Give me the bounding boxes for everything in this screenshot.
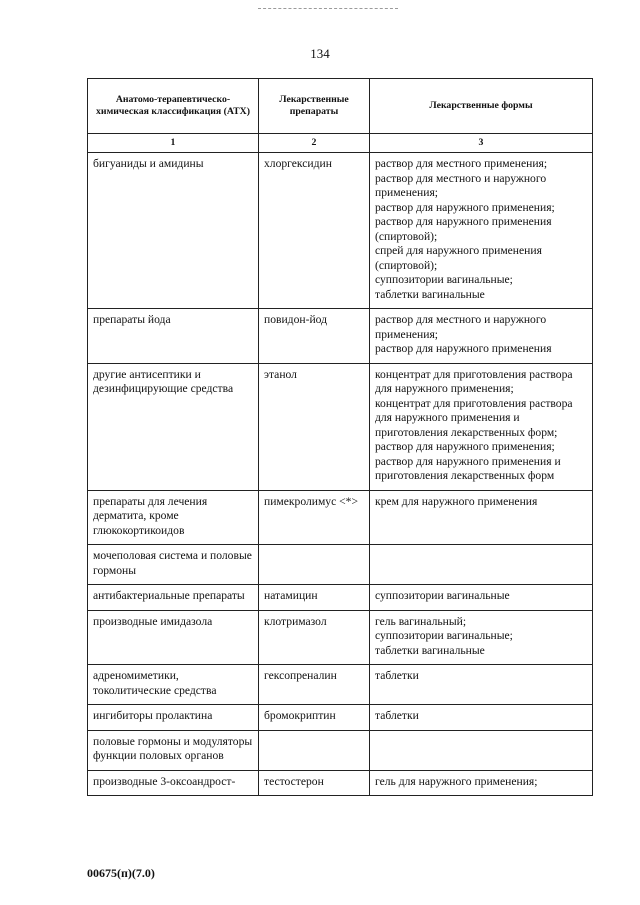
drug-cell <box>259 730 370 770</box>
table-row <box>88 705 593 731</box>
dosage-form-item: раствор для местного и наружного применения; <box>375 171 547 199</box>
atc-cell: мочеполовая система и половые гормоны <box>88 545 259 585</box>
atc-cell: адреномиметики, токолитические средства <box>88 665 259 705</box>
forms-cell <box>370 309 593 364</box>
dosage-form-item: таблетки <box>375 669 419 682</box>
forms-cell <box>370 665 593 705</box>
table-row <box>88 363 593 490</box>
drug-cell: бромокриптин <box>259 705 370 731</box>
dosage-form-item: концентрат для приготовления раствора для наружного применения; <box>375 367 573 395</box>
document-code: 00675(п)(7.0) <box>87 866 155 880</box>
table-row <box>88 610 593 665</box>
atc-cell: производные имидазола <box>88 610 259 665</box>
dosage-form-item: гель вагинальный; <box>375 614 467 628</box>
dosage-form-item: спрей для наружного применения (спиртовой); <box>375 244 542 272</box>
table-header-row <box>88 79 593 134</box>
forms-cell <box>370 490 593 545</box>
table-body <box>88 153 593 796</box>
drug-cell: повидон-йод <box>259 309 370 364</box>
page-number: 134 <box>310 46 330 61</box>
column-number-3: 3 <box>370 134 593 153</box>
atc-cell: половые гормоны и модуляторы функции половых органов <box>88 730 259 770</box>
drug-cell: этанол <box>259 363 370 490</box>
dosage-form-item: суппозитории вагинальные <box>375 589 510 602</box>
dosage-form-item: суппозитории вагинальные; <box>375 273 513 286</box>
table-row <box>88 770 593 796</box>
table-row <box>88 665 593 705</box>
atc-cell: препараты для лечения дерматита, кроме глюкокортикоидов <box>88 490 259 545</box>
drug-cell: натамицин <box>259 585 370 611</box>
header-drugs: Лекарственные препараты <box>259 79 370 134</box>
top-decorative-rule <box>258 8 398 9</box>
dosage-form-item: раствор для наружного применения (спиртовой); <box>375 215 552 243</box>
drug-cell: гексопреналин <box>259 665 370 705</box>
forms-cell <box>370 363 593 490</box>
column-number-1: 1 <box>88 134 259 153</box>
dosage-form-item: гель для наружного применения; <box>375 774 538 788</box>
dosage-form-item: раствор для местного и наружного применения; <box>375 313 547 341</box>
forms-cell <box>370 545 593 585</box>
atc-cell: антибактериальные препараты <box>88 585 259 611</box>
dosage-form-item: таблетки вагинальные <box>375 287 485 301</box>
forms-cell <box>370 705 593 731</box>
table-row <box>88 585 593 611</box>
header-forms: Лекарственные формы <box>370 79 593 134</box>
atc-cell: бигуаниды и амидины <box>88 153 259 309</box>
drug-cell: клотримазол <box>259 610 370 665</box>
table-row <box>88 545 593 585</box>
atc-cell: производные 3-оксоандрост- <box>88 770 259 796</box>
header-atc: Анатомо-терапевтическо-химическая классификация (АТХ) <box>88 79 259 134</box>
dosage-form-item: таблетки вагинальные <box>375 643 485 657</box>
dosage-form-item: раствор для местного применения; <box>375 157 548 170</box>
dosage-form-item: раствор для наружного применения; <box>375 200 555 214</box>
drug-cell: тестостерон <box>259 770 370 796</box>
forms-cell <box>370 610 593 665</box>
forms-cell <box>370 153 593 309</box>
table-row <box>88 153 593 309</box>
table-row <box>88 309 593 364</box>
forms-cell <box>370 585 593 611</box>
table-row <box>88 730 593 770</box>
dosage-form-item: раствор для наружного применения <box>375 342 552 355</box>
dosage-form-item: раствор для наружного применения и приготовления лекарственных форм <box>375 454 561 482</box>
forms-cell <box>370 770 593 796</box>
atc-cell: препараты йода <box>88 309 259 364</box>
drug-cell <box>259 545 370 585</box>
column-number-2: 2 <box>259 134 370 153</box>
drug-cell: пимекролимус <*> <box>259 490 370 545</box>
dosage-form-item: таблетки <box>375 709 419 722</box>
column-number-row <box>88 134 593 153</box>
dosage-form-item: суппозитории вагинальные; <box>375 629 513 642</box>
table-row <box>88 490 593 545</box>
forms-cell <box>370 730 593 770</box>
dosage-form-item: крем для наружного применения <box>375 494 538 508</box>
dosage-form-item: раствор для наружного применения; <box>375 440 555 453</box>
atc-cell: другие антисептики и дезинфицирующие средства <box>88 363 259 490</box>
drug-cell: хлоргексидин <box>259 153 370 309</box>
medication-table <box>87 78 593 796</box>
dosage-form-item: концентрат для приготовления раствора для наружного применения и приготовления лекарственных форм; <box>375 396 573 439</box>
atc-cell: ингибиторы пролактина <box>88 705 259 731</box>
